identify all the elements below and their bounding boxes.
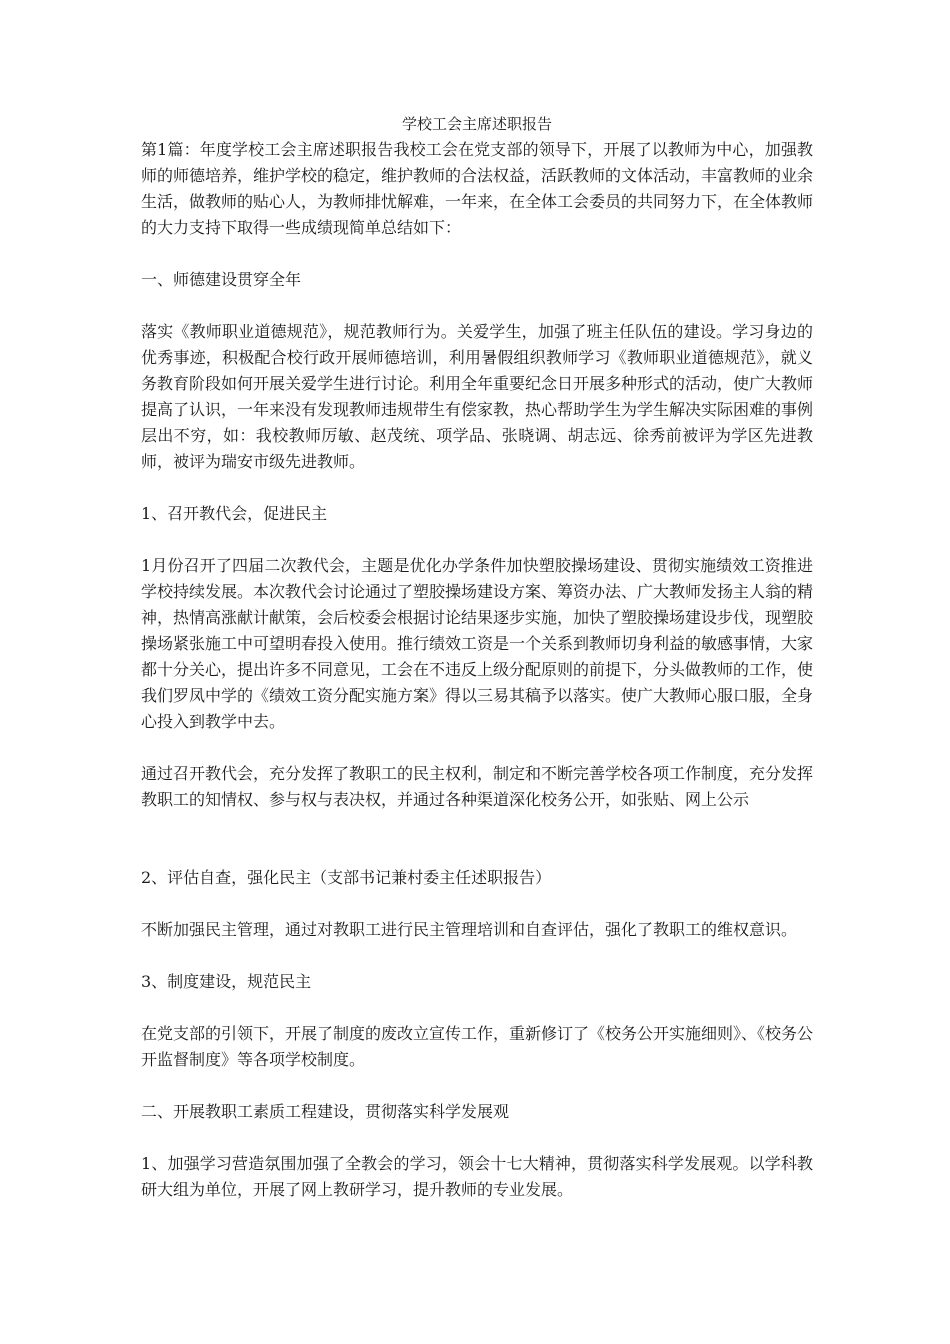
section-heading-1: 一、师德建设贯穿全年 [141, 270, 302, 289]
spacer [141, 475, 813, 501]
intro-paragraph: 第1篇：年度学校工会主席述职报告我校工会在党支部的领导下，开展了以教师为中心，加强教师的师德培养，维护学校的稳定，维护教师的合法权益，活跃教师的文体活动，丰富教师的业余生活，做教师的贴心人，为教师排忧解难，一年来，在全体工会委员的共同努力下，在全体教师的大力支持下取得一些成绩现简单总结如下： [141, 140, 814, 237]
item-heading-1: 1、召开教代会，促进民主 [141, 504, 328, 523]
spacer [141, 1073, 813, 1099]
spacer [141, 943, 813, 969]
spacer [141, 735, 813, 761]
item-3-paragraph: 在党支部的引领下，开展了制度的废改立宣传工作，重新修订了《校务公开实施细则》、《校务公开监督制度》等各项学校制度。 [141, 1024, 814, 1069]
document-title: 学校工会主席述职报告 [401, 115, 552, 133]
item-1-paragraph-1: 1月份召开了四届二次教代会，主题是优化办学条件加快塑胶操场建设、贯彻实施绩效工资推进学校持续发展。本次教代会讨论通过了塑胶操场建设方案、筹资办法、广大教师发扬主人翁的精神，热情高涨献计献策，会后校委会根据讨论结果逐步实施，加快了塑胶操场建设步伐，现塑胶操场紧张施工中可望明春投入使用。推行绩效工资是一个关系到教师切身利益的敏感事情，大家都十分关心，提出许多不同意见，工会在不违反上级分配原则的前提下，分头做教师的工作，使我们罗凤中学的《绩效工资分配实施方案》得以三易其稿予以落实。使广大教师心服口服，全身心投入到教学中去。 [141, 556, 814, 731]
spacer [141, 813, 813, 865]
spacer [141, 293, 813, 319]
item-heading-3: 3、制度建设，规范民主 [141, 972, 312, 991]
document-page [141, 112, 813, 1203]
spacer [141, 995, 813, 1021]
spacer [141, 1125, 813, 1151]
item-heading-2: 2、评估自查，强化民主（支部书记兼村委主任述职报告） [141, 868, 552, 887]
section-heading-2: 二、开展教职工素质工程建设，贯彻落实科学发展观 [141, 1102, 510, 1121]
item-2-paragraph: 不断加强民主管理，通过对教职工进行民主管理培训和自查评估，强化了教职工的维权意识。 [141, 920, 798, 939]
spacer [141, 891, 813, 917]
spacer [141, 241, 813, 267]
section-1-paragraph: 落实《教师职业道德规范》，规范教师行为。关爱学生，加强了班主任队伍的建设。学习身边的优秀事迹，积极配合校行政开展师德培训，利用暑假组织教师学习《教师职业道德规范》，就义务教育阶段如何开展关爱学生进行讨论。利用全年重要纪念日开展多种形式的活动，使广大教师提高了认识，一年来没有发现教师违规带生有偿家教，热心帮助学生为学生解决实际困难的事例层出不穷，如：我校教师厉敏、赵茂统、项学品、张晓调、胡志远、徐秀前被评为学区先进教师，被评为瑞安市级先进教师。 [141, 322, 814, 471]
spacer [141, 527, 813, 553]
item-1-paragraph-2: 通过召开教代会，充分发挥了教职工的民主权利，制定和不断完善学校各项工作制度，充分发挥教职工的知情权、参与权与表决权，并通过各种渠道深化校务公开，如张贴、网上公示 [141, 764, 814, 809]
section-2-paragraph: 1、加强学习营造氛围加强了全教会的学习，领会十七大精神，贯彻落实科学发展观。以学科教研大组为单位，开展了网上教研学习，提升教师的专业发展。 [141, 1154, 813, 1199]
